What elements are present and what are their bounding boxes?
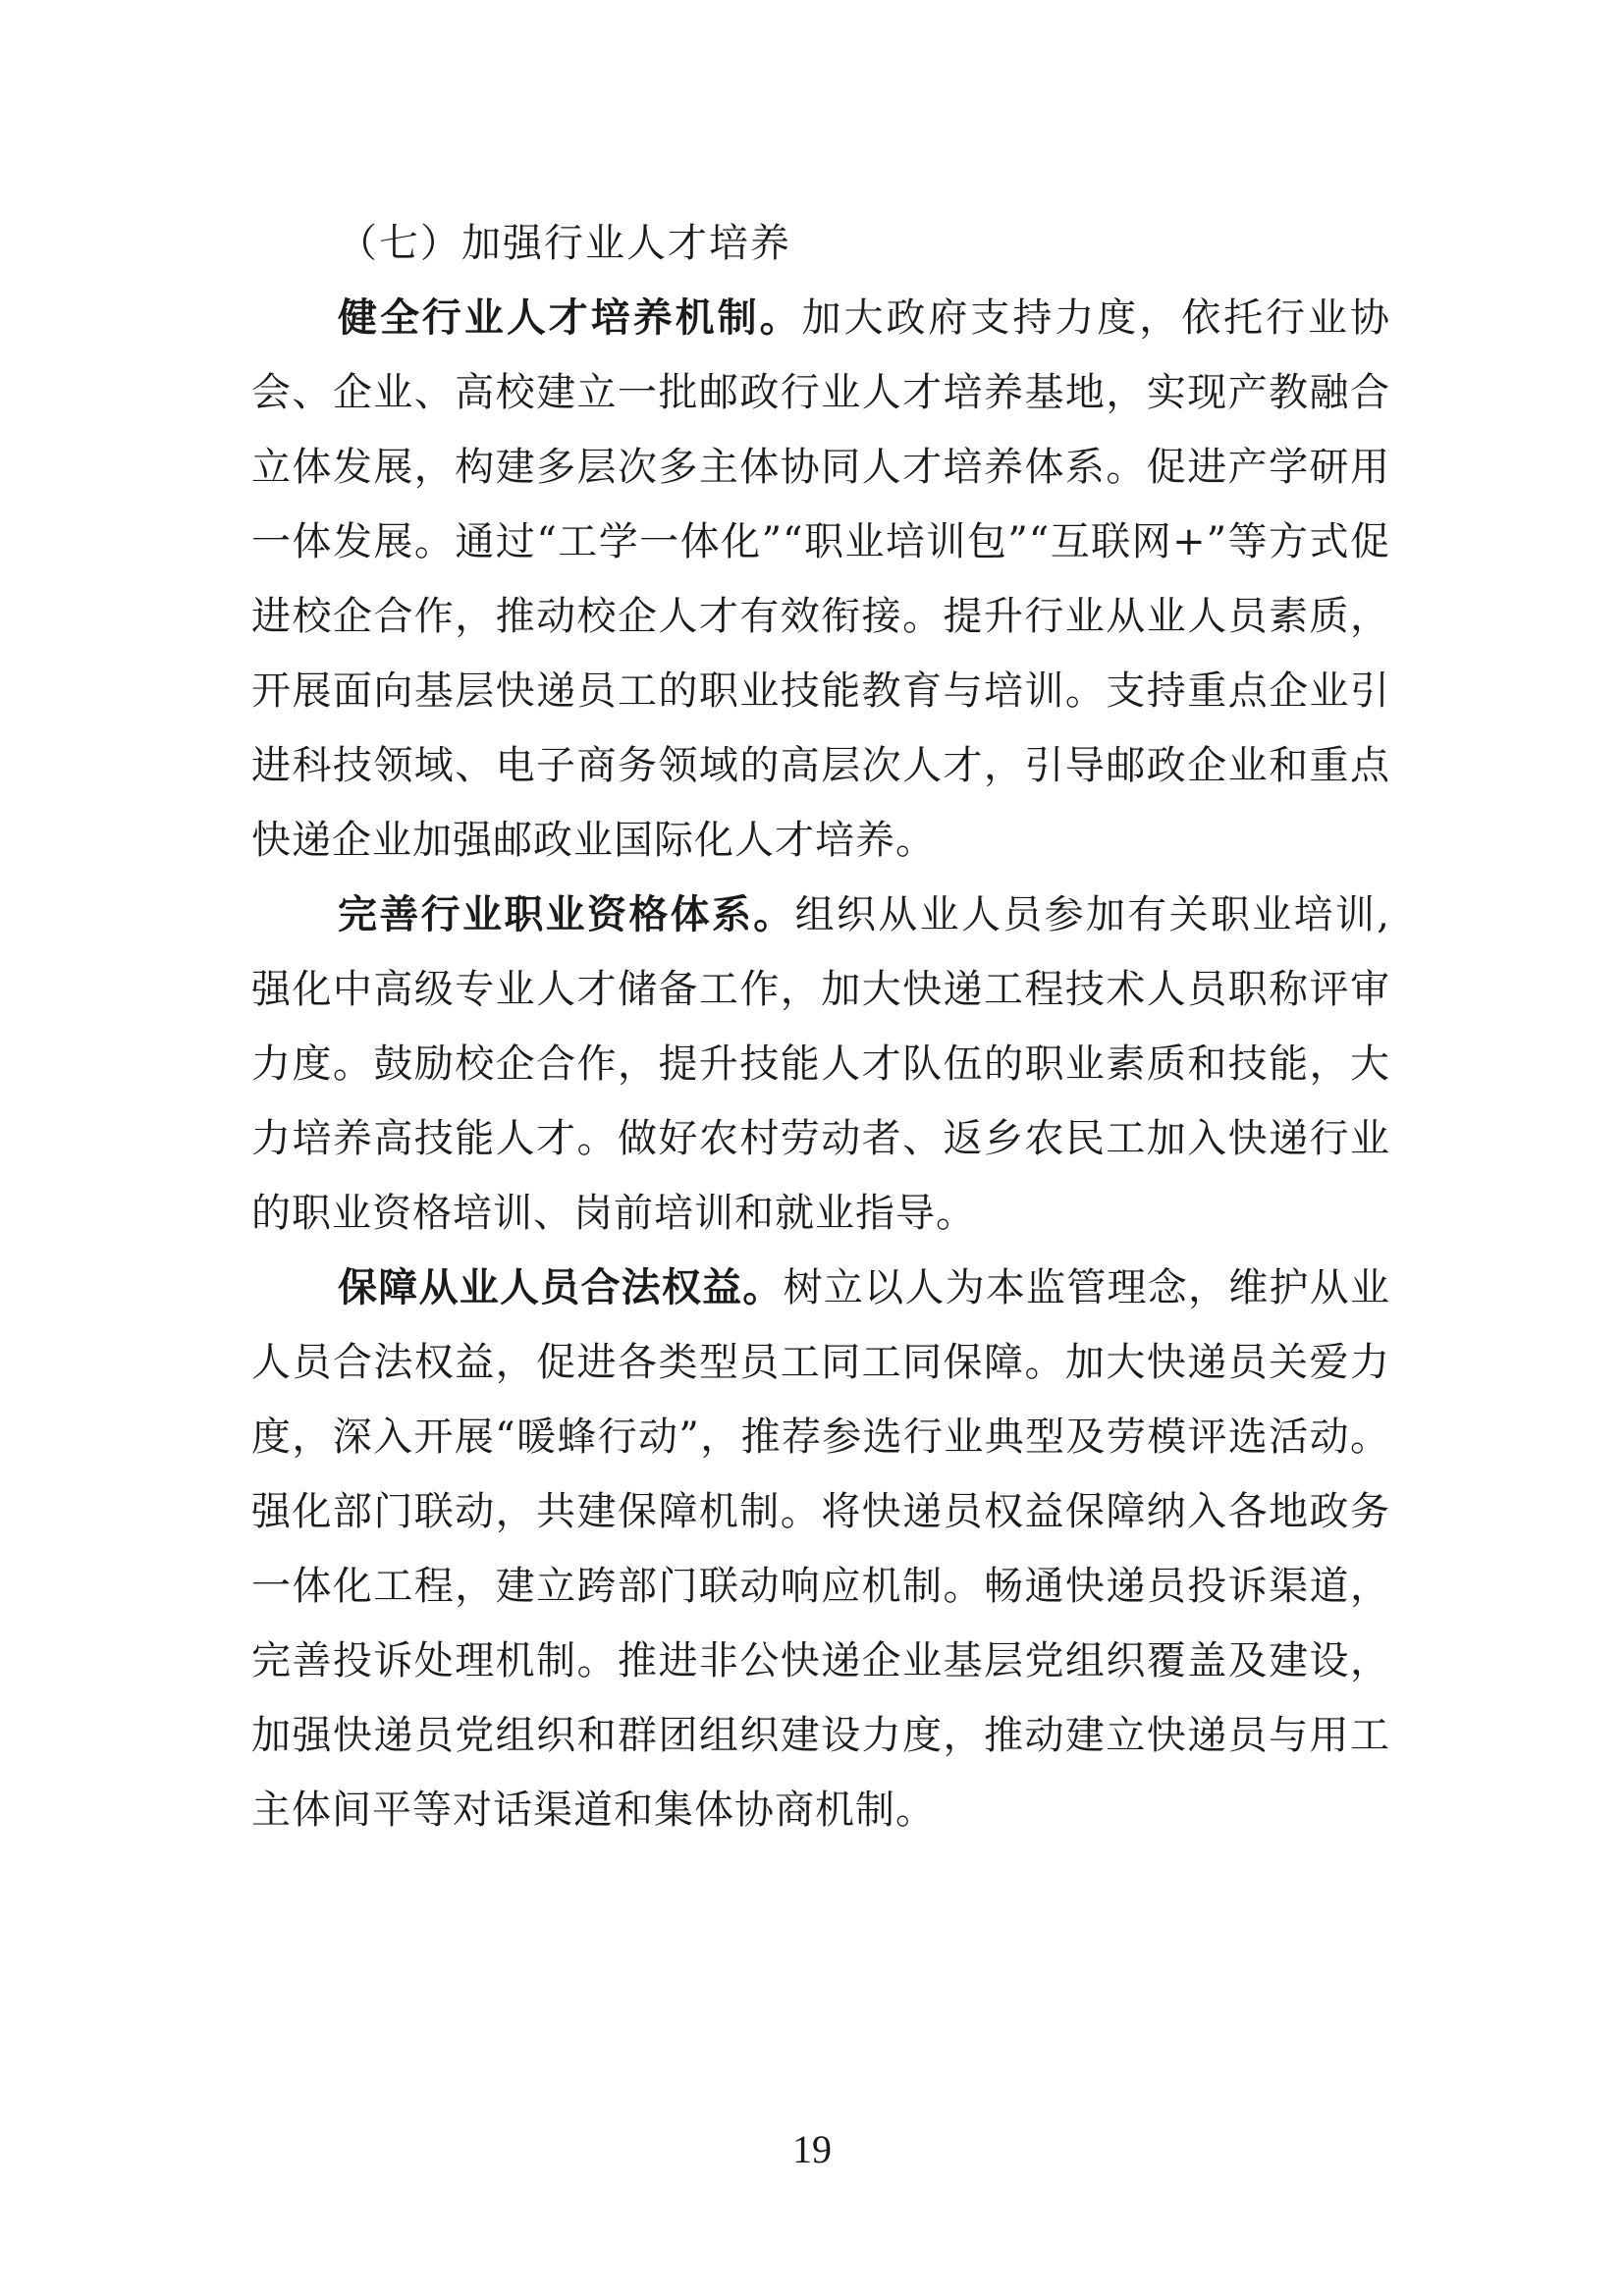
paragraph-lead: 健全行业人才培养机制。	[338, 295, 802, 341]
paragraph-text: 树立以人为本监管理念，维护从业人员合法权益，促进各类型员工同工同保障。加大快递员关爱力度，深入开展“暖蜂行动”，推荐参选行业典型及劳模评选活动。强化部门联动，共建保障机制。将快递员权益保障纳入各地政务一体化工程，建立跨部门联动响应机制。畅通快递员投诉渠道，完善投诉处理机制。推进非公快递企业基层党组织覆盖及建设，加强快递员党组织和群团组织建设力度，推动建立快递员与用工主体间平等对话渠道和集体协商机制。	[251, 1265, 1391, 1833]
section-heading: （七）加强行业人才培养	[338, 221, 791, 266]
paragraph-qualification-system	[251, 878, 1390, 1251]
page-number: 19	[792, 2127, 832, 2171]
paragraph-lead: 保障从业人员合法权益。	[338, 1265, 784, 1310]
paragraph-text: 组织从业人员参加有关职业培训,强化中高级专业人才储备工作，加大快递工程技术人员职称评审力度。鼓励校企合作，提升技能人才队伍的职业素质和技能，大力培养高技能人才。做好农村劳动者、返乡农民工加入快递行业的职业资格培训、岗前培训和就业指导。	[251, 892, 1391, 1236]
paragraph-text: 加大政府支持力度，依托行业协会、企业、高校建立一批邮政行业人才培养基地，实现产教融合立体发展，构建多层次多主体协同人才培养体系。促进产学研用一体发展。通过“工学一体化”“职业培训包”“互联网+”等方式促进校企合作，推动校企人才有效衔接。提升行业从业人员素质，开展面向基层快递员工的职业技能教育与培训。支持重点企业引进科技领域、电子商务领域的高层次人才，引导邮政企业和重点快递企业加强邮政业国际化人才培养。	[251, 295, 1391, 863]
paragraph-lead: 完善行业职业资格体系。	[338, 892, 795, 937]
paragraph-worker-rights	[251, 1251, 1390, 1847]
paragraph-talent-mechanism	[251, 281, 1390, 878]
document-body	[251, 206, 1390, 1847]
